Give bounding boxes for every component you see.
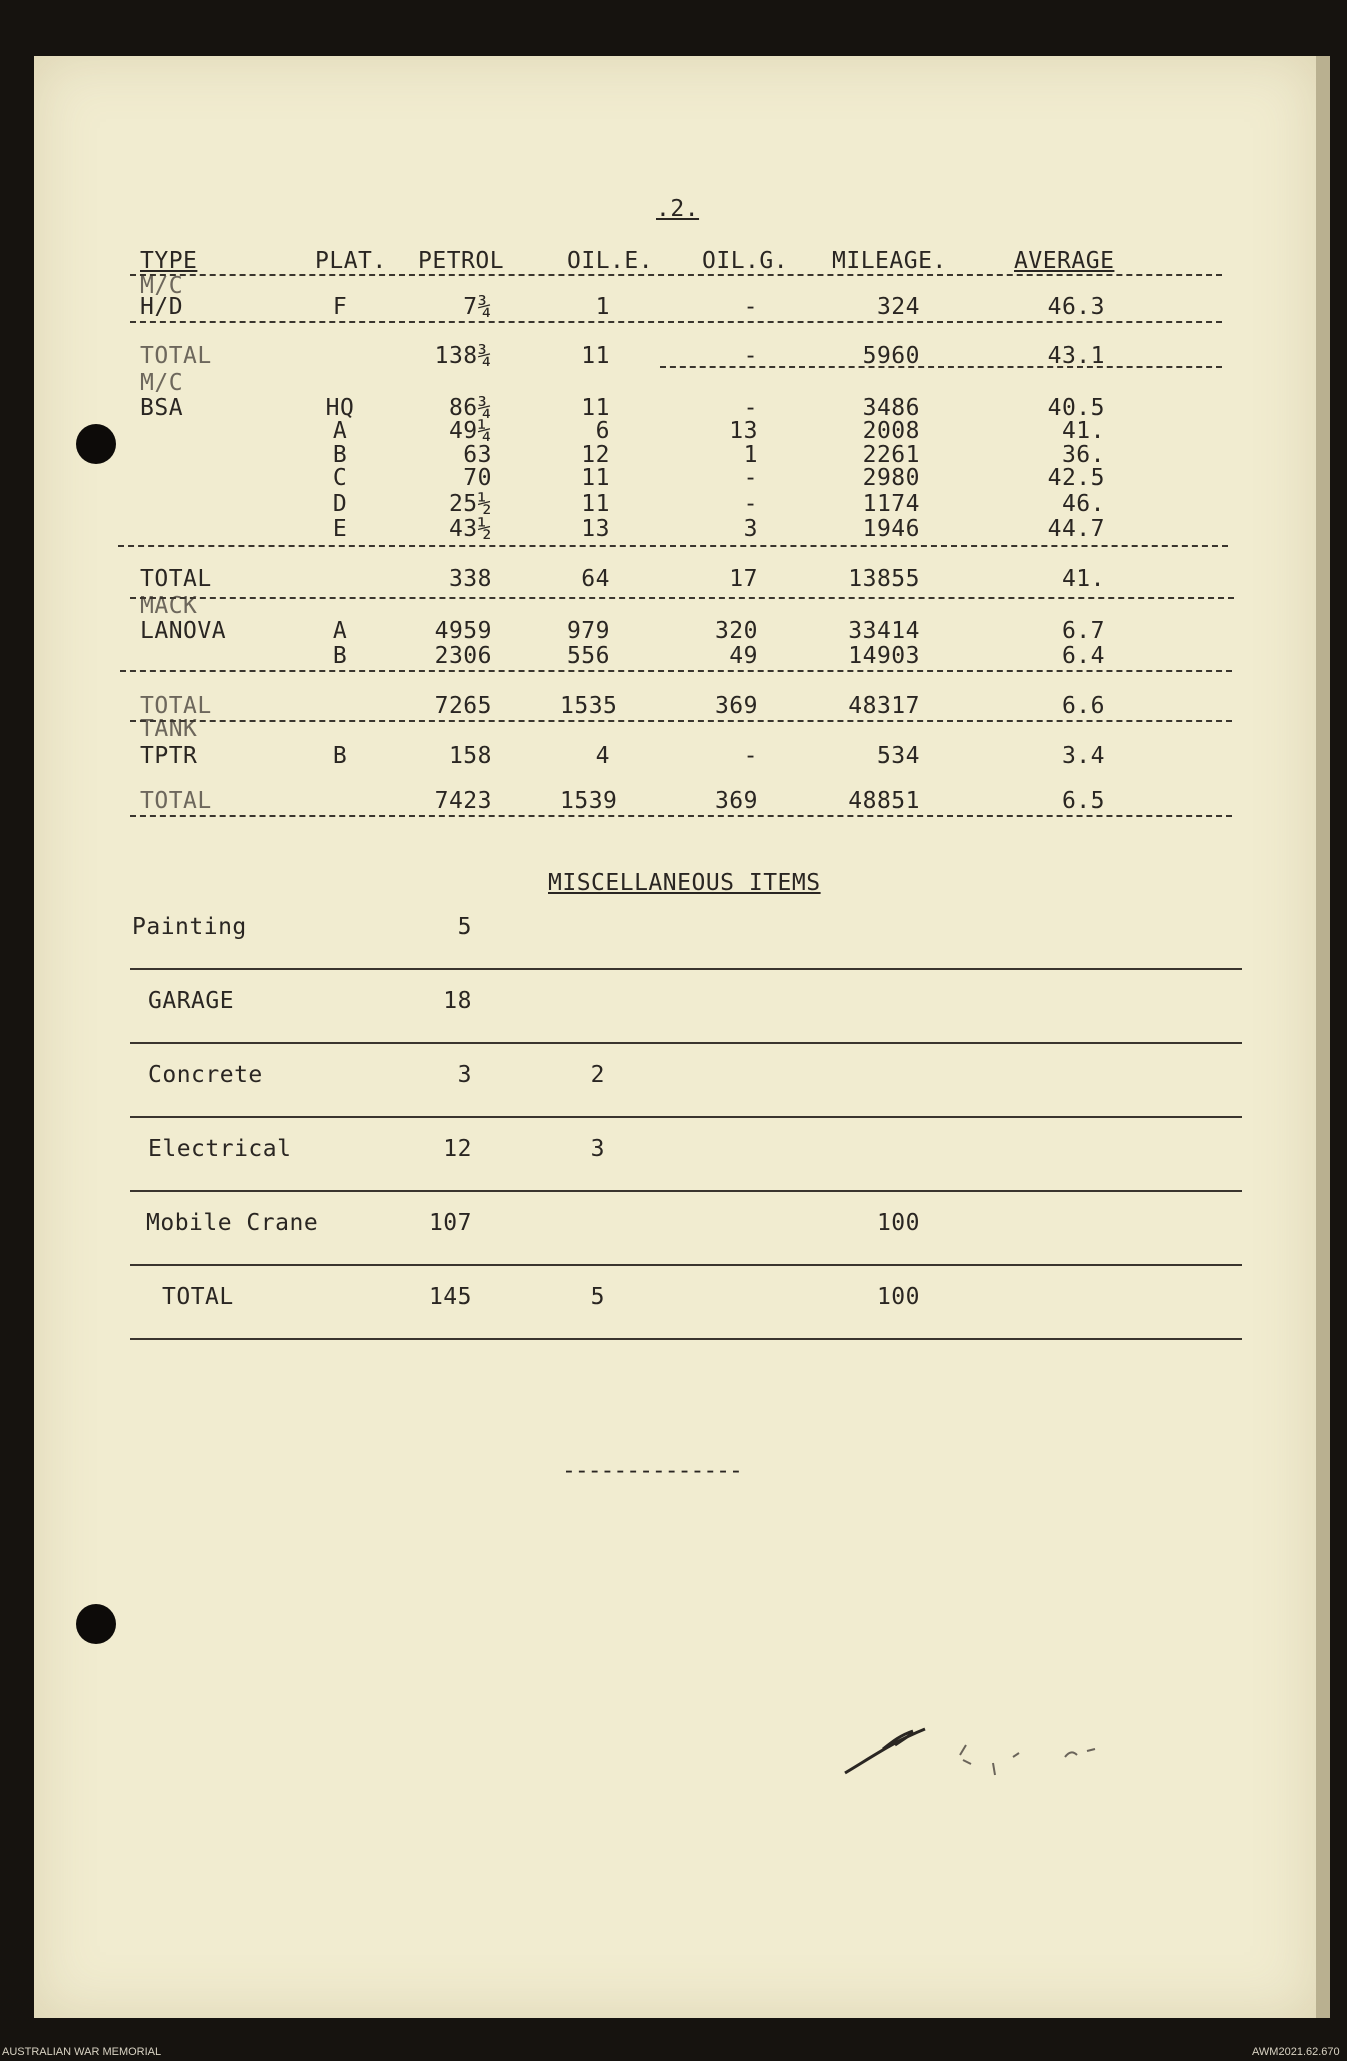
table-cell-petrol: 49¼ [448, 418, 492, 444]
table-cell-oile: 556 [566, 643, 610, 669]
misc-cell-mileage: 100 [876, 1210, 920, 1236]
table-cell-average: 6.5 [1061, 788, 1105, 814]
table-cell-mileage: 33414 [848, 618, 920, 644]
table-cell-plat: HQ [325, 395, 355, 421]
table-cell-mileage: 2261 [862, 442, 920, 468]
table-cell-average: 3.4 [1061, 743, 1105, 769]
table-cell-plat: F [332, 294, 348, 320]
header-petrol: PETROL [418, 248, 505, 274]
table-cell-oile: 11 [581, 343, 610, 369]
table-cell-petrol: 86¾ [448, 395, 492, 421]
table-cell-oilg: - [743, 491, 758, 517]
table-cell-petrol: 338 [448, 566, 492, 592]
table-cell-plat: A [332, 618, 348, 644]
rule [130, 321, 1222, 323]
footer-accession: AWM2021.62.670 [1252, 2046, 1340, 2058]
table-cell-oilg: - [743, 743, 758, 769]
misc-cell-item: Electrical [148, 1136, 292, 1162]
table-cell-type: BSA [140, 395, 184, 421]
rule [120, 670, 1232, 672]
punch-hole [76, 424, 116, 464]
end-rule: -------------- [562, 1458, 742, 1484]
table-cell-oile: 64 [581, 566, 610, 592]
table-cell-oile: 1539 [560, 788, 618, 814]
misc-cell-item: TOTAL [162, 1284, 234, 1310]
rule [130, 274, 1222, 276]
table-cell-oilg: 49 [729, 643, 758, 669]
table-cell-type: H/D [140, 294, 184, 320]
table-cell-average: 46.3 [1047, 294, 1105, 320]
table-cell-oilg: - [743, 395, 758, 421]
rule [130, 968, 1242, 970]
misc-cell-petrol: 12 [443, 1136, 472, 1162]
table-cell-petrol: 158 [448, 743, 492, 769]
table-cell-plat: B [332, 743, 348, 769]
table-cell-mileage: 48317 [848, 693, 920, 719]
misc-cell-mileage: 100 [876, 1284, 920, 1310]
table-cell-type: TOTAL [140, 343, 212, 369]
misc-cell-petrol: 18 [443, 988, 472, 1014]
rule [130, 815, 1232, 817]
rule [130, 720, 1232, 722]
header-plat: PLAT. [315, 248, 387, 274]
table-cell-average: 46. [1061, 491, 1105, 517]
table-cell-average: 44.7 [1047, 516, 1105, 542]
table-cell-oilg: 369 [714, 693, 758, 719]
table-cell-oilg: 13 [729, 418, 758, 444]
table-cell-plat: D [332, 491, 348, 517]
table-cell-oile: 1535 [560, 693, 618, 719]
misc-cell-oile: 5 [590, 1284, 605, 1310]
table-cell-oilg: - [743, 294, 758, 320]
table-cell-oile: 6 [595, 418, 610, 444]
table-cell-oile: 11 [581, 491, 610, 517]
table-cell-average: 6.7 [1061, 618, 1105, 644]
table-cell-oile: 11 [581, 395, 610, 421]
table-cell-oilg: 1 [743, 442, 758, 468]
table-cell-petrol: 43½ [448, 516, 492, 542]
table-cell-average: 42.5 [1047, 465, 1105, 491]
page-edge [1316, 56, 1330, 2018]
table-cell-oilg: 369 [714, 788, 758, 814]
misc-title: MISCELLANEOUS ITEMS [548, 870, 821, 896]
misc-cell-petrol: 107 [428, 1210, 472, 1236]
table-cell-mileage: 5960 [862, 343, 920, 369]
rule [130, 1042, 1242, 1044]
table-cell-petrol: 70 [463, 465, 492, 491]
table-cell-oile: 1 [595, 294, 610, 320]
table-cell-petrol: 7¾ [463, 294, 492, 320]
table-cell-oilg: 17 [729, 566, 758, 592]
rule [130, 1338, 1242, 1340]
table-cell-mileage: 14903 [848, 643, 920, 669]
table-cell-petrol: 7423 [434, 788, 492, 814]
table-cell-mileage: 2008 [862, 418, 920, 444]
table-cell-petrol: 138¾ [434, 343, 492, 369]
misc-cell-item: GARAGE [148, 988, 235, 1014]
misc-cell-oile: 2 [590, 1062, 605, 1088]
misc-cell-item: Concrete [148, 1062, 263, 1088]
table-cell-type: M/C [140, 370, 184, 396]
table-cell-oilg: - [743, 465, 758, 491]
table-cell-average: 40.5 [1047, 395, 1105, 421]
page-number: .2. [656, 196, 700, 222]
table-cell-type: TOTAL [140, 693, 212, 719]
table-cell-mileage: 48851 [848, 788, 920, 814]
misc-cell-item: Mobile Crane [146, 1210, 319, 1236]
misc-cell-petrol: 5 [457, 914, 472, 940]
table-cell-type: M/C [140, 273, 184, 299]
table-cell-average: 41. [1061, 418, 1105, 444]
table-cell-plat: C [332, 465, 348, 491]
table-cell-mileage: 2980 [862, 465, 920, 491]
table-cell-type: TPTR [140, 743, 198, 769]
header-average: AVERAGE [1014, 248, 1115, 274]
rule [130, 1264, 1242, 1266]
table-cell-mileage: 324 [876, 294, 920, 320]
rule [118, 545, 1228, 547]
misc-cell-item: Painting [132, 914, 247, 940]
table-cell-petrol: 4959 [434, 618, 492, 644]
table-cell-average: 43.1 [1047, 343, 1105, 369]
table-cell-mileage: 534 [876, 743, 920, 769]
header-oil-e: OIL.E. [567, 248, 654, 274]
table-cell-oile: 4 [595, 743, 610, 769]
misc-cell-petrol: 3 [457, 1062, 472, 1088]
table-cell-type: TANK [140, 716, 198, 742]
table-cell-average: 41. [1061, 566, 1105, 592]
table-cell-petrol: 2306 [434, 643, 492, 669]
table-cell-plat: B [332, 442, 348, 468]
table-cell-oile: 12 [581, 442, 610, 468]
table-cell-plat: B [332, 643, 348, 669]
table-cell-plat: A [332, 418, 348, 444]
table-cell-plat: E [332, 516, 348, 542]
table-cell-type: MACK [140, 593, 198, 619]
header-oil-g: OIL.G. [702, 248, 789, 274]
table-cell-oilg: 3 [743, 516, 758, 542]
rule [660, 366, 1222, 368]
table-cell-oile: 11 [581, 465, 610, 491]
signature [835, 1705, 1175, 1815]
table-cell-oilg: - [743, 343, 758, 369]
table-cell-petrol: 63 [463, 442, 492, 468]
rule [130, 1190, 1242, 1192]
table-cell-type: TOTAL [140, 788, 212, 814]
table-cell-mileage: 3486 [862, 395, 920, 421]
table-cell-average: 6.4 [1061, 643, 1105, 669]
table-cell-petrol: 25½ [448, 491, 492, 517]
footer-credit: AUSTRALIAN WAR MEMORIAL [2, 2046, 162, 2058]
table-cell-type: LANOVA [140, 618, 227, 644]
rule [130, 597, 1234, 599]
table-cell-petrol: 7265 [434, 693, 492, 719]
table-cell-mileage: 1174 [862, 491, 920, 517]
table-cell-oile: 13 [581, 516, 610, 542]
misc-cell-petrol: 145 [428, 1284, 472, 1310]
misc-cell-oile: 3 [590, 1136, 605, 1162]
table-cell-mileage: 13855 [848, 566, 920, 592]
table-cell-average: 36. [1061, 442, 1105, 468]
header-mileage: MILEAGE. [832, 248, 947, 274]
table-cell-type: TOTAL [140, 566, 212, 592]
table-cell-oile: 979 [566, 618, 610, 644]
table-cell-oilg: 320 [714, 618, 758, 644]
header-type: TYPE [140, 248, 198, 274]
punch-hole [76, 1604, 116, 1644]
table-cell-average: 6.6 [1061, 693, 1105, 719]
table-cell-mileage: 1946 [862, 516, 920, 542]
rule [130, 1116, 1242, 1118]
